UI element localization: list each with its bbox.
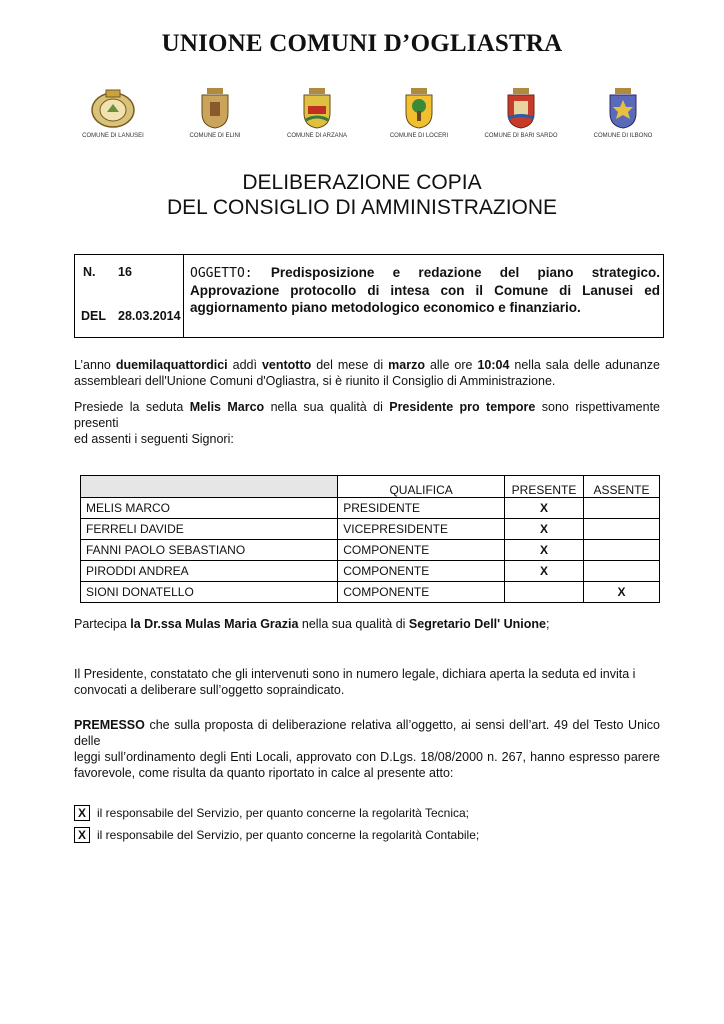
attendance-table (80, 475, 660, 603)
crest-arzana (262, 86, 372, 139)
member-name: MELIS MARCO (81, 498, 338, 519)
intro-day: ventotto (261, 358, 312, 372)
ilbono-crest-icon (606, 86, 640, 130)
intro-month: marzo (388, 358, 425, 372)
presides-text: nella sua qualità di (264, 400, 390, 414)
oggetto-text-2: Approvazione protocollo di intesa con il Comune di Lanusei ed (190, 283, 660, 298)
member-presente: X (505, 561, 584, 582)
check-box-tecnica: X (74, 805, 90, 821)
crest-caption: COMUNE DI ILBONO (593, 133, 653, 139)
crest-lanusei (58, 86, 168, 139)
check-label-contabile: il responsabile del Servizio, per quanto concerne la regolarità Contabile; (97, 828, 480, 842)
presides-line2: ed assenti i seguenti Signori: (74, 432, 234, 446)
oggetto-block (190, 264, 660, 316)
partecipa-text: Partecipa (74, 617, 131, 631)
premesso-paragraph (74, 717, 660, 781)
presides-role: Presidente pro tempore (389, 400, 536, 414)
bari-sardo-crest-icon (504, 86, 538, 130)
member-presente: X (505, 519, 584, 540)
loceri-crest-icon (402, 86, 436, 130)
intro-text: nella sala delle adunanze (509, 358, 660, 372)
secretary-role: Segretario Dell' Unione (408, 617, 546, 631)
header-qualifica: QUALIFICA (338, 476, 505, 498)
union-title: UNIONE COMUNI D’OGLIASTRA (161, 30, 563, 57)
oggetto-text-3: aggiornamento piano metodologico economico e finanziario. (190, 300, 581, 315)
header-presente: PRESENTE (505, 476, 584, 498)
doc-heading-line1: DELIBERAZIONE COPIA (242, 171, 482, 194)
crest-caption: COMUNE DI ELINI (189, 133, 241, 139)
crest-ilbono (568, 86, 678, 139)
member-name: PIRODDI ANDREA (81, 561, 338, 582)
table-row (81, 582, 660, 603)
crest-elini (160, 86, 270, 139)
table-row (81, 561, 660, 582)
intro-line1 (74, 357, 660, 373)
presides-text: Presiede la seduta (74, 400, 190, 414)
oggetto-label: OGGETTO: (190, 266, 253, 281)
partecipa-text: nella sua qualità di (298, 617, 409, 631)
secretary-name: la Dr.ssa Mulas Maria Grazia (130, 617, 299, 631)
premesso-line1 (74, 717, 660, 749)
crest-loceri (364, 86, 474, 139)
premesso-text: che sulla proposta di deliberazione relativa all’oggetto, ai sensi dell’art. 49 del Testo Unico delle (74, 718, 660, 748)
premesso-line3: favorevole, come risulta da quanto riportato in calce al presente atto: (74, 766, 454, 780)
crest-caption: COMUNE DI LOCERI (389, 133, 449, 139)
header-name-cell (81, 476, 338, 498)
arzana-crest-icon (300, 86, 334, 130)
presides-paragraph (74, 399, 660, 447)
member-role: COMPONENTE (338, 582, 505, 603)
partecipa-line (74, 616, 660, 632)
table-row (81, 540, 660, 561)
del-value: 28.03.2014 (118, 309, 181, 323)
premesso-line2: leggi sull’ordinamento degli Enti Locali, approvato con D.Lgs. 18/08/2000 n. 267, hanno espresso parere (74, 750, 660, 764)
president-paragraph (74, 666, 660, 698)
crest-caption: COMUNE DI ARZANA (286, 133, 347, 139)
table-row (81, 498, 660, 519)
header-assente: ASSENTE (584, 476, 660, 498)
intro-time: 10:04 (477, 358, 510, 372)
member-role: COMPONENTE (338, 540, 505, 561)
member-assente: X (584, 582, 660, 603)
president-line2: convocati a deliberare sull’oggetto sopraindicato. (74, 683, 345, 697)
intro-paragraph (74, 357, 660, 389)
intro-text: alle ore (424, 358, 478, 372)
intro-text: addì (227, 358, 262, 372)
intro-text: del mese di (311, 358, 389, 372)
presides-text: sono rispettivamente presenti (74, 400, 660, 430)
record-divider (183, 255, 184, 337)
oggetto-line1 (190, 264, 660, 282)
doc-heading-line2: DEL CONSIGLIO DI AMMINISTRAZIONE (166, 196, 558, 219)
member-name: SIONI DONATELLO (81, 582, 338, 603)
n-label: N. (83, 265, 96, 279)
premesso-label: PREMESSO (74, 718, 145, 732)
elini-crest-icon (198, 86, 232, 130)
member-role: VICEPRESIDENTE (338, 519, 505, 540)
president-line1: Il Presidente, constatato che gli intervenuti sono in numero legale, dichiara aperta la seduta ed invita i (74, 667, 636, 681)
check-label-tecnica: il responsabile del Servizio, per quanto concerne la regolarità Tecnica; (97, 806, 469, 820)
member-name: FERRELI DAVIDE (81, 519, 338, 540)
attendance-header-row (81, 476, 660, 498)
member-assente (584, 519, 660, 540)
member-presente: X (505, 540, 584, 561)
n-value: 16 (118, 265, 132, 279)
member-assente (584, 561, 660, 582)
intro-line2: assembleari dell'Unione Comuni d'Ogliastra, si è riunito il Consiglio di Amministrazione. (74, 374, 556, 388)
intro-year: duemilaquattordici (115, 358, 228, 372)
lanusei-crest-icon (88, 86, 138, 130)
crest-caption: COMUNE DI LANUSEI (82, 133, 144, 139)
crest-caption: COMUNE DI BARI SARDO (484, 133, 558, 139)
member-role: PRESIDENTE (338, 498, 505, 519)
del-label: DEL (81, 309, 106, 323)
member-presente (505, 582, 584, 603)
check-box-contabile: X (74, 827, 90, 843)
table-row (81, 519, 660, 540)
member-role: COMPONENTE (338, 561, 505, 582)
oggetto-text-1: Predisposizione e redazione del piano strategico. (270, 265, 660, 280)
member-name: FANNI PAOLO SEBASTIANO (81, 540, 338, 561)
record-box (74, 254, 664, 338)
intro-text: L’anno (74, 358, 116, 372)
partecipa-text: ; (545, 617, 550, 631)
member-assente (584, 540, 660, 561)
member-presente: X (505, 498, 584, 519)
crest-bari-sardo (466, 86, 576, 139)
presides-name: Melis Marco (189, 400, 265, 414)
presides-line1 (74, 399, 660, 431)
member-assente (584, 498, 660, 519)
